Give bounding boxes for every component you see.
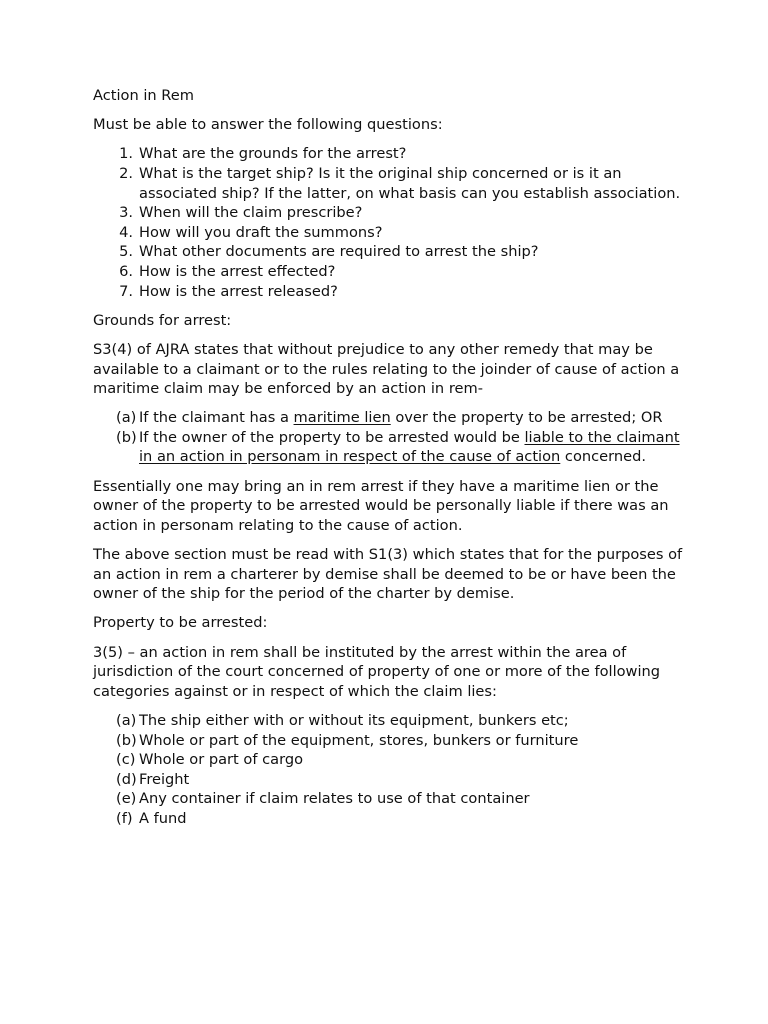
above-section-paragraph: The above section must be read with S1(3) which states that for the purposes of an action in rem a charterer by demise shall be deemed to be or have been the owner of the ship for the period of the charter by demise. <box>93 546 683 603</box>
underlined-term: maritime lien <box>293 409 391 427</box>
list-number: 6. <box>119 262 133 280</box>
list-label: (d) <box>116 770 137 788</box>
list-item-text: Whole or part of cargo <box>139 751 304 769</box>
list-item <box>93 242 688 262</box>
list-label: (b) <box>116 428 137 446</box>
list-number: 7. <box>119 282 133 300</box>
list-label: (e) <box>116 790 137 808</box>
list-item <box>93 428 688 467</box>
list-number: 2. <box>119 164 133 182</box>
grounds-list <box>93 408 688 467</box>
underlined-term: liable to the claimant in an action in personam in respect of the cause of action <box>139 428 680 466</box>
document-heading: Action in Rem <box>93 87 194 104</box>
property-heading: Property to be arrested: <box>93 614 268 632</box>
list-item <box>93 809 688 829</box>
list-item <box>93 770 688 790</box>
questions-list <box>93 144 688 301</box>
list-number: 5. <box>119 243 133 261</box>
list-item <box>93 223 688 243</box>
essentially-paragraph: Essentially one may bring an in rem arrest if they have a maritime lien or the owner of the property to be arrested would be personally liable if there was an action in personam relating to the cause of action. <box>93 477 669 534</box>
list-item-text: What other documents are required to arrest the ship? <box>139 243 539 261</box>
list-item-text: The ship either with or without its equipment, bunkers etc; <box>139 711 569 729</box>
list-item-text: Any container if claim relates to use of that container <box>139 790 530 808</box>
list-item-text: How is the arrest released? <box>139 282 338 300</box>
list-item <box>93 789 688 809</box>
s3-5-paragraph: 3(5) – an action in rem shall be instituted by the arrest within the area of jurisdiction of the court concerned of property of one or more of the following categories against or in respect of which the claim lies: <box>93 643 661 700</box>
s3-4-paragraph: S3(4) of AJRA states that without prejudice to any other remedy that may be available to a claimant or to the rules relating to the joinder of cause of action a maritime claim may be enforced by an action in rem- <box>93 340 680 398</box>
list-number: 3. <box>119 204 133 222</box>
list-item-text: How is the arrest effected? <box>139 262 336 280</box>
list-item-text: What is the target ship? Is it the original ship concerned or is it an associated ship? If the latter, on what basis can you establish association. <box>139 164 681 202</box>
list-label: (c) <box>116 751 136 769</box>
list-item-text: When will the claim prescribe? <box>139 204 363 222</box>
list-number: 4. <box>119 223 133 241</box>
list-label: (b) <box>116 731 137 749</box>
list-item <box>93 262 688 282</box>
grounds-heading: Grounds for arrest: <box>93 311 232 329</box>
list-item-text: How will you draft the summons? <box>139 223 383 241</box>
list-item <box>93 731 688 751</box>
list-item-text: If the claimant has a maritime lien over the property to be arrested; OR <box>139 409 663 427</box>
intro-text: Must be able to answer the following questions: <box>93 116 443 134</box>
list-item-text: A fund <box>139 809 187 827</box>
list-item <box>93 282 688 302</box>
list-item <box>93 203 688 223</box>
list-item-text: If the owner of the property to be arrested would be liable to the claimant in an action in personam in respect of the cause of action concerned. <box>139 428 680 466</box>
list-item <box>93 408 688 428</box>
list-label: (f) <box>116 809 133 827</box>
list-item <box>93 164 688 203</box>
list-number: 1. <box>119 145 133 163</box>
list-item <box>93 144 688 164</box>
list-item-text: Freight <box>139 770 190 788</box>
list-label: (a) <box>116 711 137 729</box>
list-item-text: Whole or part of the equipment, stores, bunkers or furniture <box>139 731 579 749</box>
categories-list <box>93 711 688 829</box>
list-label: (a) <box>116 409 137 427</box>
list-item <box>93 750 688 770</box>
list-item <box>93 711 688 731</box>
list-item-text: What are the grounds for the arrest? <box>139 145 407 163</box>
